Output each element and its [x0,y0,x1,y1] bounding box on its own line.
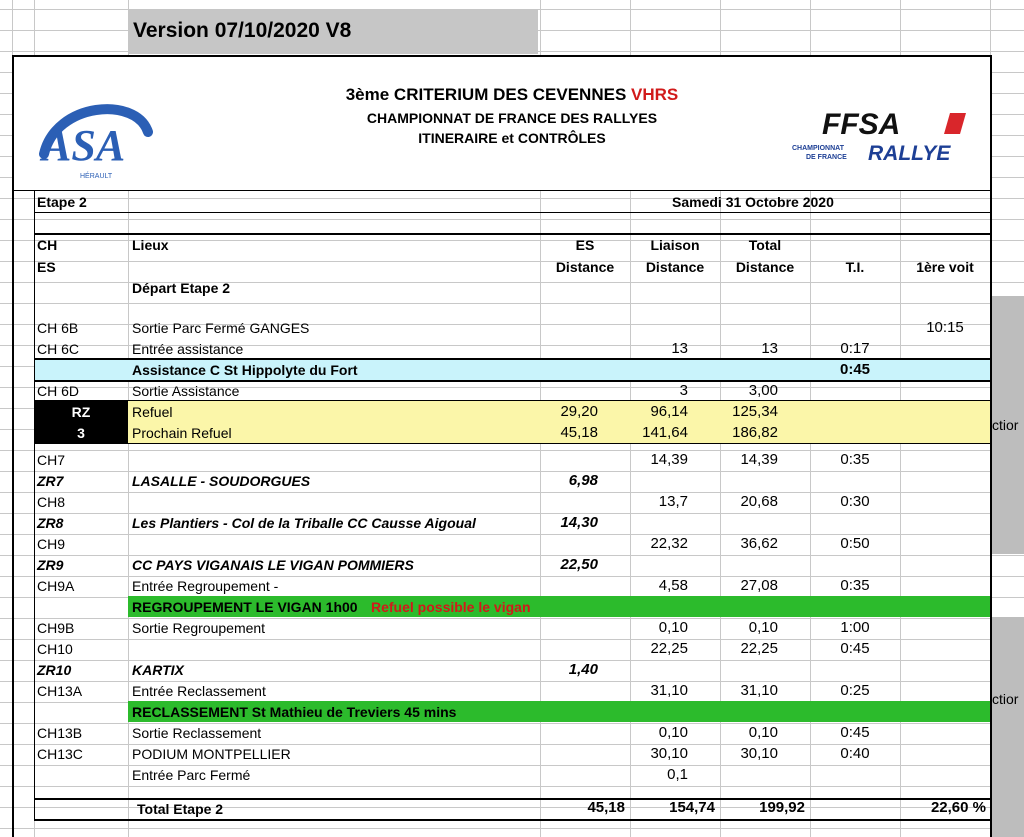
side-cut-text-2: ctior [992,691,1019,707]
row-es: 29,20 [560,403,598,420]
grid-row-line [0,303,1024,304]
row-lieu: Sortie Parc Fermé GANGES [132,320,310,336]
row-ti: 0:25 [840,682,870,699]
row-total: 22,25 [740,640,778,657]
header-es-bottom: Distance [555,259,615,275]
row-ti: 0:35 [840,577,870,594]
row-code: ZR8 [37,515,64,531]
version-label: Version 07/10/2020 V8 [133,19,352,42]
row-liaison: 4,58 [658,577,688,594]
row-lieu: Prochain Refuel [132,425,232,441]
ffsa-logo [790,108,980,168]
row-lieu: Sortie Assistance [132,383,240,399]
row-ti: 0:45 [840,640,870,657]
stage-date: Samedi 31 Octobre 2020 [672,194,834,210]
table-top-border [12,55,990,57]
table-left-border [12,55,14,837]
row-code: CH13A [37,683,83,699]
row-liaison: 0,1 [667,766,688,783]
row-lieu: Sortie Reclassement [132,725,262,741]
row-ti: 0:45 [840,724,870,741]
row-code: RZ [71,404,91,420]
row-total: 36,62 [740,535,778,552]
row-code: ZR10 [37,662,72,678]
row-liaison: 3 [679,382,688,399]
itinerary-subtitle: ITINERAIRE et CONTRÔLES [418,130,606,146]
row-total: 27,08 [740,577,778,594]
assistance-bottom-border [34,380,990,382]
row-lieu-extra: Refuel possible le vigan [371,599,531,615]
row-es: 22,50 [560,556,598,573]
total-liaison: 154,74 [669,799,715,816]
asa-logo [36,92,166,184]
row-ti: 0:40 [840,745,870,762]
row-es: 45,18 [560,424,598,441]
row-total: 3,00 [748,382,778,399]
row-lieu: Les Plantiers - Col de la Triballe CC Causse Aigoual [132,515,476,531]
total-percentage: 22,60 % [930,799,986,816]
row-es: 14,30 [560,514,598,531]
header-ch: CH [37,237,58,253]
event-title-suffix: VHRS [631,85,679,104]
total-es: 45,18 [587,799,625,816]
event-title-main: 3ème CRITERIUM DES CEVENNES [345,85,627,104]
total-top-border [34,798,990,800]
row-total: 186,82 [732,424,778,441]
row-code: CH13B [37,725,83,741]
refuel-top-border [34,400,990,401]
row-code: ZR9 [37,557,64,573]
row-ti: 0:17 [840,340,870,357]
row-code: CH10 [37,641,73,657]
header-total-top: Total [748,237,782,253]
row-lieu: KARTIX [132,662,184,678]
row-code: CH 6B [37,320,79,336]
row-liaison: 22,25 [650,640,688,657]
header-liaison-top: Liaison [650,237,700,253]
championship-title: CHAMPIONNAT DE FRANCE DES RALLYES [366,110,658,126]
row-liaison: 96,14 [650,403,688,420]
assistance-top-border [34,358,990,360]
header-bottom-border [12,190,990,191]
row-liaison: 0,10 [658,724,688,741]
header-top-border [34,233,990,235]
ffsa-sub2: DE FRANCE [806,154,847,161]
row-lieu: RECLASSEMENT St Mathieu de Treviers 45 mins [132,704,457,720]
row-liaison: 0,10 [658,619,688,636]
row-lieu: Entrée Reclassement [132,683,266,699]
asa-logo-subtext: HÉRAULT [80,173,113,180]
row-lieu: CC PAYS VIGANAIS LE VIGAN POMMIERS [132,557,414,573]
row-code: CH9 [37,536,66,552]
row-lieu: Entrée assistance [132,341,244,357]
row-code: CH13C [37,746,83,762]
total-total: 199,92 [759,799,805,816]
side-cut-text-1: ctior [992,417,1019,433]
inner-left-border [34,190,35,820]
row-total: 14,39 [740,451,778,468]
row-code: CH9B [37,620,75,636]
row-total: 20,68 [740,493,778,510]
header-lieux: Lieux [132,237,169,253]
row-total: 30,10 [740,745,778,762]
row-code: CH 6D [37,383,80,399]
stage-name: Etape 2 [37,194,87,210]
row-code: CH 6C [37,341,80,357]
depart-label: Départ Etape 2 [132,280,231,296]
row-code: 3 [77,425,85,441]
table-right-border [990,55,992,837]
row-liaison: 141,64 [642,424,688,441]
row-liaison: 13,7 [658,493,688,510]
row-lieu: REGROUPEMENT LE VIGAN 1h00 [132,599,358,615]
row-lieu: Entrée Parc Fermé [132,767,251,783]
row-total: 125,34 [732,403,778,420]
row-ti: 0:50 [840,535,870,552]
grid-row-line [0,786,1024,787]
total-bottom-border [34,819,990,821]
row-code: CH8 [37,494,66,510]
row-total: 13 [761,340,778,357]
row-ti: 0:35 [840,451,870,468]
stage-row-border [34,212,990,213]
row-ti: 0:30 [840,493,870,510]
refuel-bottom-border [34,443,990,444]
row-liaison: 13 [671,340,688,357]
header-total-bottom: Distance [735,259,795,275]
row-code: CH9A [37,578,75,594]
total-label: Total Etape 2 [137,801,224,817]
grid-row-line [0,219,1024,220]
ffsa-sub1: CHAMPIONNAT [792,145,844,152]
header-es-code: ES [37,259,56,275]
event-title [300,85,724,105]
row-liaison: 31,10 [650,682,688,699]
row-premiere-voiture: 10:15 [926,319,964,336]
side-panel-2 [992,617,1024,837]
header-ti: T.I. [845,259,865,275]
row-liaison: 22,32 [650,535,688,552]
row-es: 1,40 [568,661,598,678]
ffsa-logo-text: FFSA [822,108,901,141]
header-es-top: ES [575,237,595,253]
row-ti: 1:00 [840,619,870,636]
ffsa-rallye-text: RALLYE [868,142,951,165]
row-ti: 0:45 [839,361,871,378]
row-total: 0,10 [748,619,778,636]
row-lieu: Assistance C St Hippolyte du Fort [132,362,358,378]
row-liaison: 30,10 [650,745,688,762]
row-es: 6,98 [568,472,598,489]
grid-row-line [0,198,1024,199]
row-code: CH7 [37,452,66,468]
row-total: 31,10 [740,682,778,699]
row-total: 0,10 [748,724,778,741]
header-liaison-bottom: Distance [645,259,705,275]
row-lieu: LASALLE - SOUDORGUES [132,473,311,489]
row-lieu: Refuel [132,404,173,420]
grid-row-line [0,828,1024,829]
row-lieu: PODIUM MONTPELLIER [132,746,291,762]
row-liaison: 14,39 [650,451,688,468]
asa-logo-text: ASA [42,121,126,170]
header-premiere-voiture: 1ère voit [916,259,974,275]
row-lieu: Entrée Regroupement - [132,578,279,594]
row-lieu: Sortie Regroupement [132,620,266,636]
row-code: ZR7 [37,473,64,489]
